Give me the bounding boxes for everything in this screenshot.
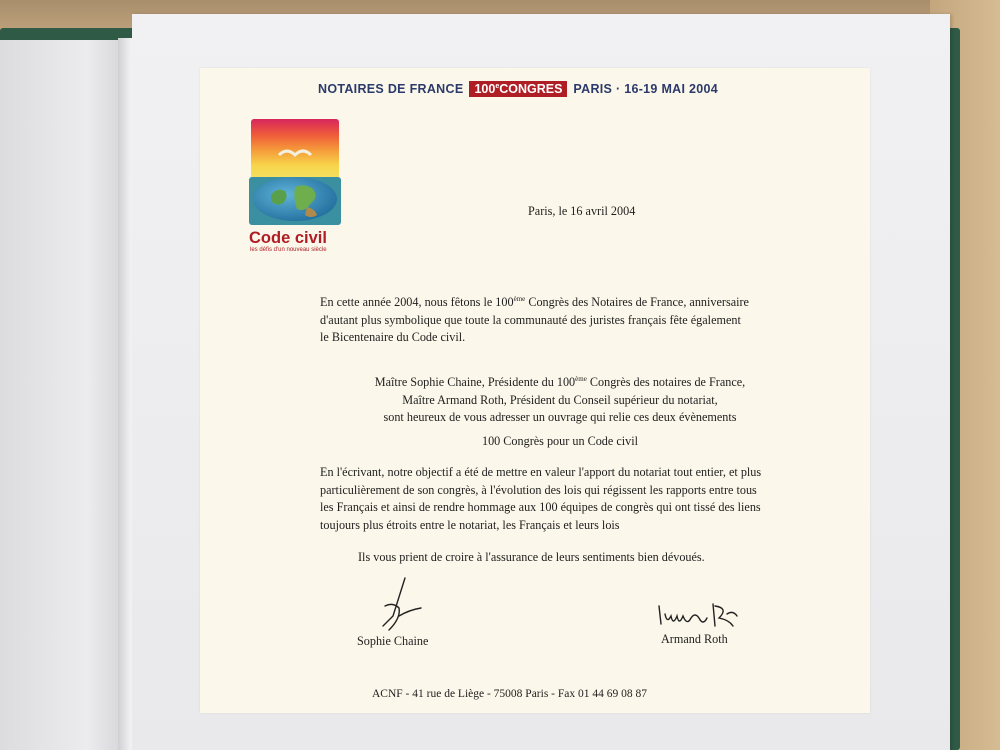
- letterhead-left: NOTAIRES DE FRANCE: [318, 82, 464, 96]
- paragraph-line: le Bicentenaire du Code civil.: [320, 330, 466, 344]
- congres-number: 100: [474, 82, 496, 96]
- book-title: 100 Congrès pour un Code civil: [481, 434, 639, 448]
- paragraph-line: sont heureux de vous adresser un ouvrage qui relie ces deux évènements: [383, 410, 737, 424]
- signatory-name-1: Sophie Chaine: [357, 634, 429, 648]
- book-left-page: [0, 40, 125, 750]
- paragraph-intro: [320, 294, 749, 347]
- code-civil-logo-icon: [249, 117, 341, 225]
- letterhead-right: PARIS · 16-19 MAI 2004: [573, 82, 719, 96]
- logo-title: Code civil: [249, 229, 327, 247]
- logo-subtitle: les défis d'un nouveau siècle: [250, 247, 327, 253]
- paragraph-line: particulièrement de son congrès, à l'évolution des lois qui régissent les rapports entre tous: [320, 482, 757, 497]
- closing-line: Ils vous prient de croire à l'assurance de leurs sentiments bien dévoués.: [358, 550, 705, 564]
- signatories-intro: [300, 374, 820, 427]
- paragraph-line: d'autant plus symbolique que toute la communauté des juristes français fête également: [320, 312, 741, 327]
- letterhead: [318, 78, 738, 100]
- signature-armand-roth-icon: [655, 600, 745, 630]
- letter-date: Paris, le 16 avril 2004: [528, 204, 636, 218]
- paragraph-line: Maître Sophie Chaine, Présidente du 100ème Congrès des notaires de France,: [374, 374, 746, 389]
- congres-suffix: e: [495, 82, 500, 90]
- congres-word: CONGRES: [499, 82, 563, 96]
- paragraph-line: toujours plus étroits entre le notariat, les Français et leurs lois: [320, 517, 620, 532]
- congres-badge: [469, 81, 567, 97]
- paragraph-line: En l'écrivant, notre objectif a été de mettre en valeur l'apport du notariat tout entier, et plus: [320, 465, 762, 479]
- signature-sophie-chaine-icon: [375, 576, 425, 631]
- letter-footer-address: ACNF - 41 rue de Liège - 75008 Paris - Fax 01 44 69 08 87: [372, 688, 648, 700]
- signatory-name-2: Armand Roth: [661, 632, 728, 646]
- paragraph-line: En cette année 2004, nous fêtons le 100ème Congrès des Notaires de France, anniversaire: [320, 294, 749, 309]
- paragraph-line: Maître Armand Roth, Président du Conseil supérieur du notariat,: [402, 392, 718, 407]
- paragraph-objective: [320, 464, 761, 534]
- paragraph-line: les Français et ainsi de rendre hommage aux 100 équipes de congrès qui ont tissé des liens: [320, 500, 761, 514]
